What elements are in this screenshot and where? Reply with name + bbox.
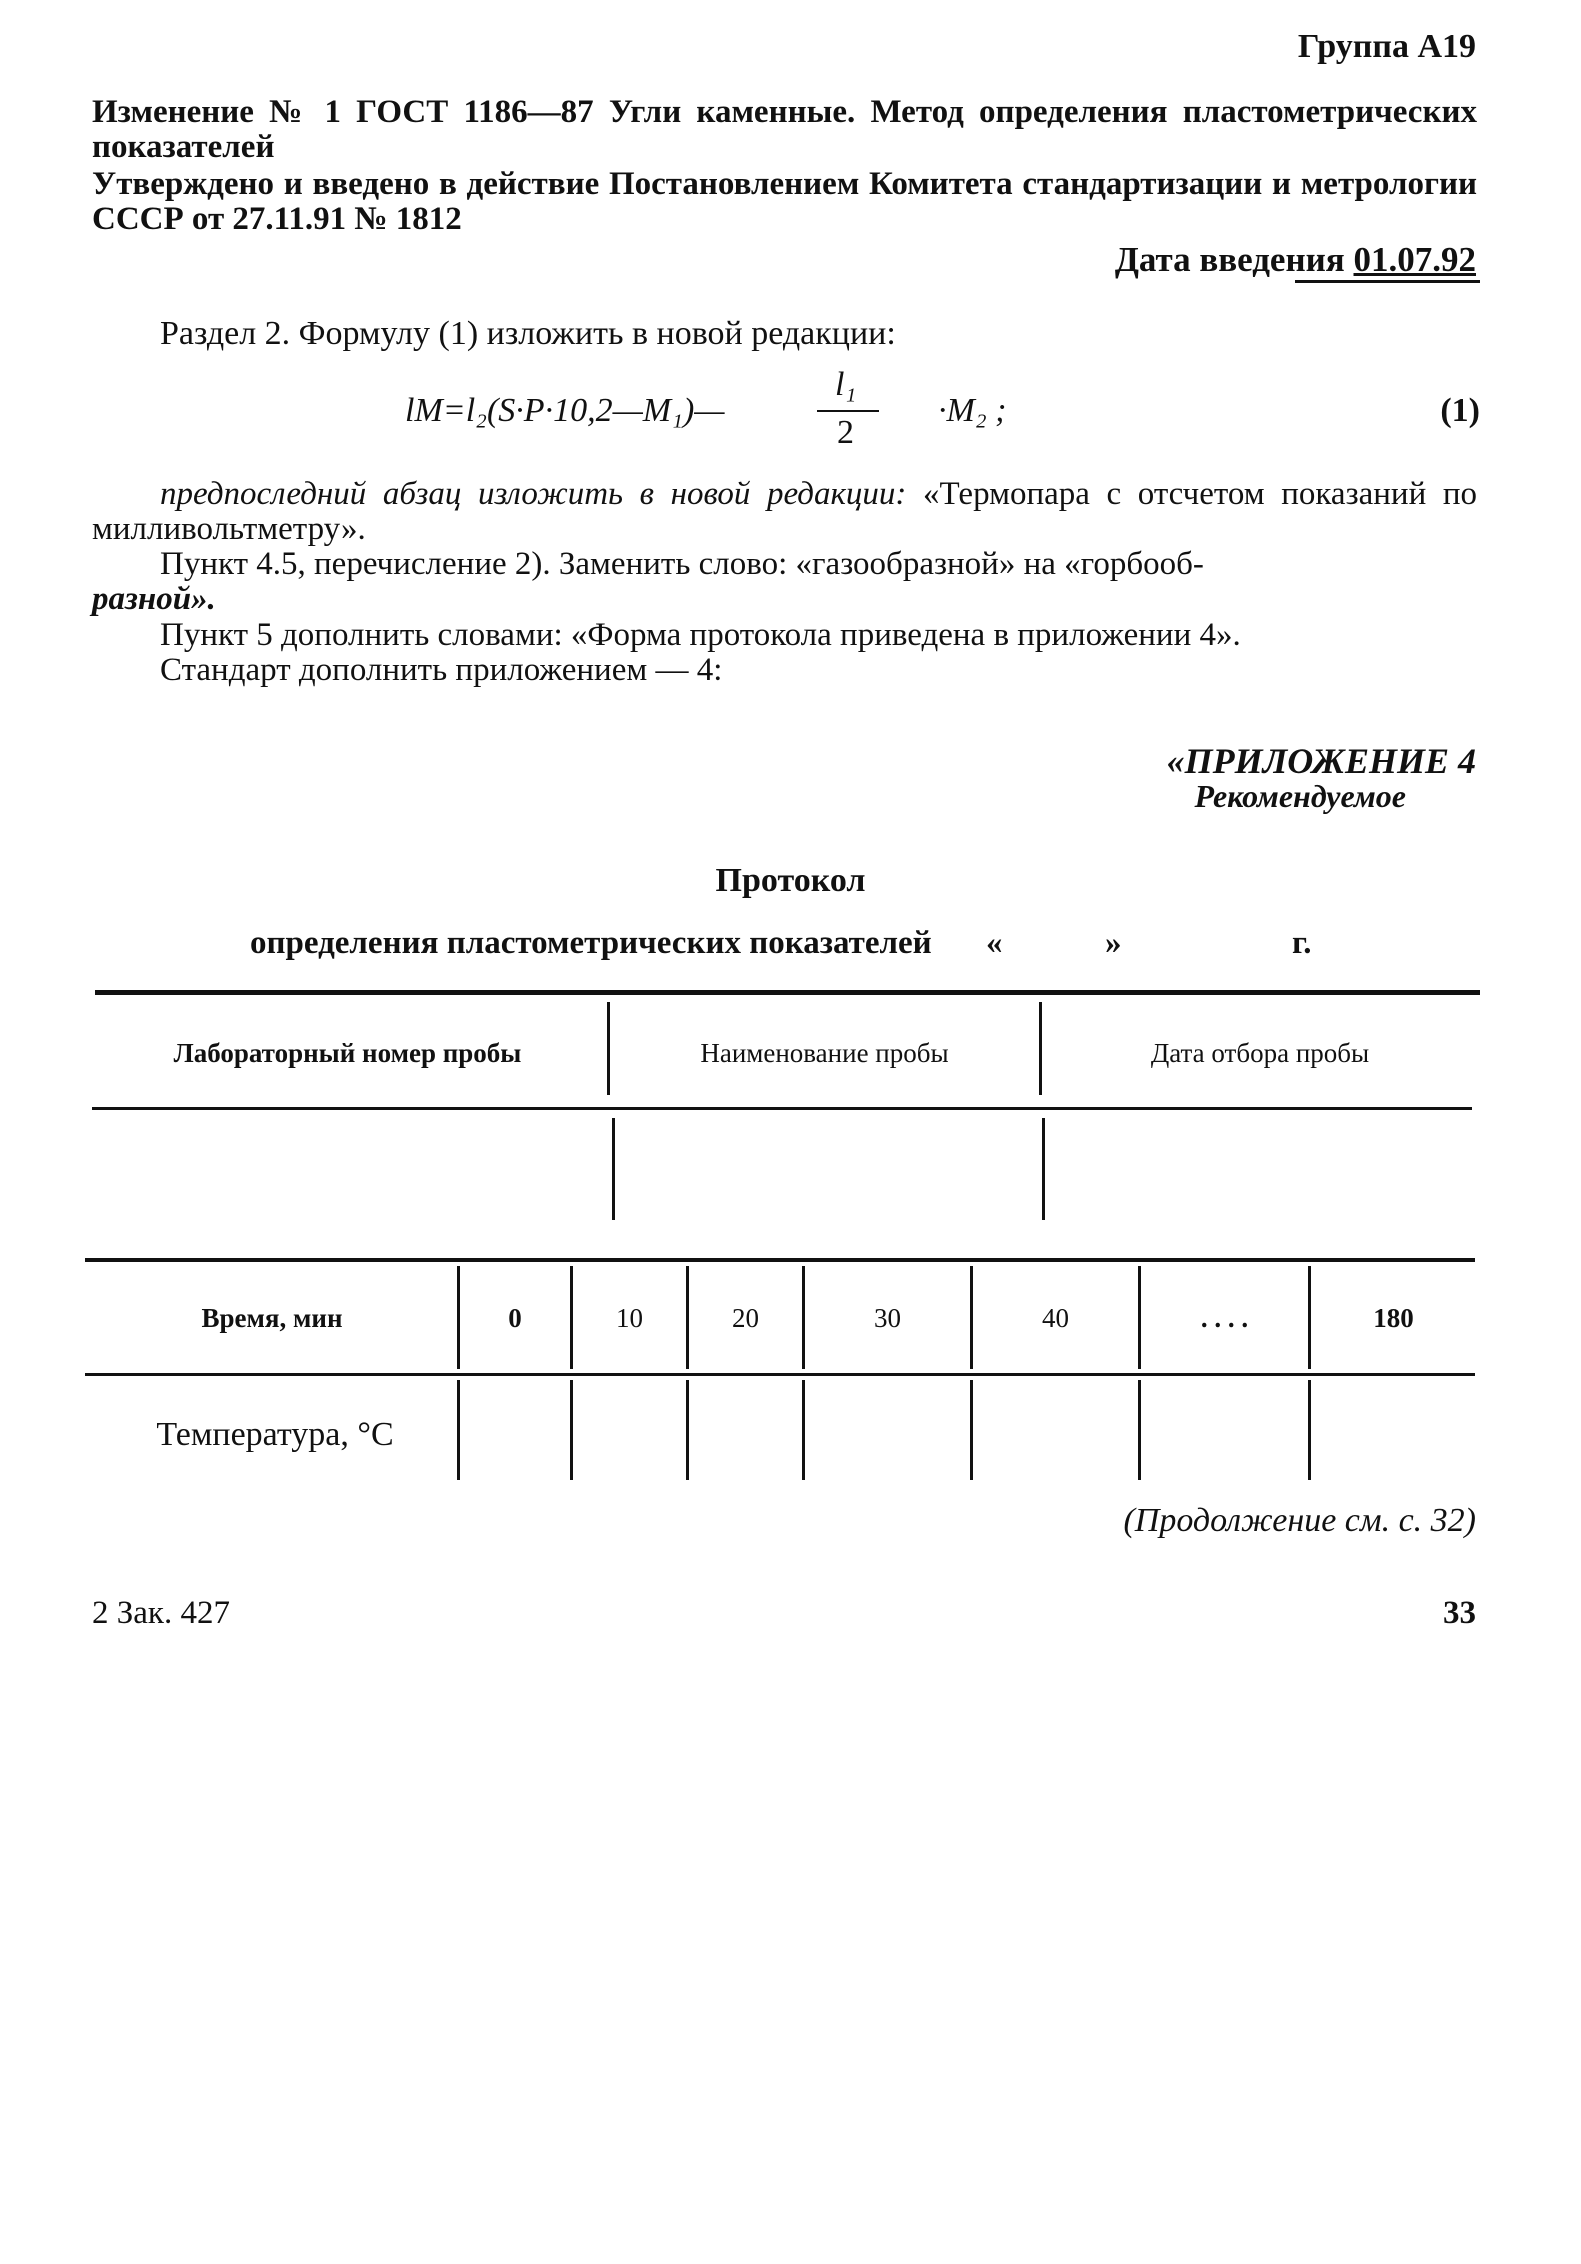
formula-1 (405, 366, 1480, 470)
formula-fraction-bar (817, 410, 879, 412)
formula-fraction-numerator: l₁ (835, 366, 857, 403)
time-cell: 10 (616, 1303, 643, 1333)
sample-table-divider (607, 1002, 610, 1095)
effective-date (1115, 240, 1476, 280)
measurement-table-divider (570, 1380, 573, 1480)
measurement-table-row-rule (85, 1373, 1475, 1376)
measurement-table-divider (686, 1380, 689, 1480)
paragraph-thermocouple (92, 477, 1477, 547)
appendix-subtitle: Рекомендуемое (1194, 778, 1406, 814)
formula-number: (1) (1440, 392, 1480, 429)
sample-table-divider (612, 1118, 615, 1220)
section-2-heading: Раздел 2. Формулу (1) изложить в новой редакции: (160, 315, 896, 352)
approval-statement: Утверждено и введено в действие Постановлением Комитета стандартизации и метрологии СССР от 27.11.91 № 1812 (92, 166, 1477, 237)
paragraph-4-5 (92, 547, 1477, 617)
measurement-table-divider (1308, 1380, 1311, 1480)
formula-lhs: lM=l₂(S·P·10,2—M₁)— (405, 392, 725, 429)
header-lab-number: Лабораторный номер пробы (173, 1038, 522, 1068)
formula-rhs: ·M₂ ; (938, 392, 1007, 429)
row-label-temperature: Температура, °С (156, 1416, 394, 1453)
paragraph-4-5-line1: Пункт 4.5, перечисление 2). Заменить слово: «газообразной» на «горбооб- (160, 546, 1204, 582)
page-number: 33 (1443, 1595, 1476, 1631)
paragraph-thermocouple-italic: предпоследний абзац изложить в новой редакции: (160, 476, 907, 512)
effective-date-value: 01.07.92 (1353, 240, 1476, 279)
continuation-note: (Продолжение см. с. 32) (1123, 1502, 1476, 1539)
protocol-subtitle: определения пластометрических показателей (250, 925, 932, 961)
measurement-table-divider (802, 1380, 805, 1480)
time-cell: 180 (1373, 1303, 1414, 1333)
order-number: 2 Зак. 427 (92, 1595, 230, 1631)
time-cell: 30 (874, 1303, 901, 1333)
effective-date-label: Дата введения (1114, 240, 1345, 279)
header-sampling-date: Дата отбора пробы (1150, 1038, 1370, 1068)
protocol-year-suffix: г. (1292, 925, 1312, 961)
paragraph-5: Пункт 5 дополнить словами: «Форма протокола приведена в приложении 4». (160, 617, 1241, 653)
sample-table-divider (1042, 1118, 1045, 1220)
paragraph-appendix-add: Стандарт дополнить приложением — 4: (160, 652, 723, 688)
protocol-date-open-quote: « (986, 925, 1003, 961)
amendment-title: Изменение № 1 ГОСТ 1186—87 Угли каменные. Метод определения пластометрических показателей (92, 94, 1477, 165)
sample-table-divider (1039, 1002, 1042, 1095)
date-underline (1295, 280, 1480, 283)
paragraph-4-5-line2: разной». (92, 581, 216, 617)
measurement-table-divider (1138, 1380, 1141, 1480)
sample-table-header-rule (92, 1107, 1472, 1110)
measurement-table-divider (970, 1380, 973, 1480)
measurement-table-divider (457, 1380, 460, 1480)
group-code: Группа А19 (1297, 28, 1476, 65)
sample-table-top-rule (95, 990, 1480, 995)
time-cell-ellipsis: . . . . (1200, 1303, 1249, 1333)
time-cell: 20 (732, 1303, 759, 1333)
protocol-date-close-quote: » (1105, 925, 1122, 961)
row-label-time: Время, мин (201, 1303, 343, 1333)
paragraph-thermocouple-text: «Термопара с отсчетом показаний по милливольтметру». (92, 476, 1477, 547)
protocol-title: Протокол (715, 862, 866, 899)
appendix-title: «ПРИЛОЖЕНИЕ 4 (1166, 741, 1476, 781)
time-cell: 40 (1042, 1303, 1069, 1333)
measurement-table-top-rule (85, 1258, 1475, 1262)
header-sample-name: Наименование пробы (700, 1038, 949, 1068)
formula-fraction-denominator: 2 (837, 414, 854, 451)
time-cell: 0 (508, 1303, 522, 1333)
